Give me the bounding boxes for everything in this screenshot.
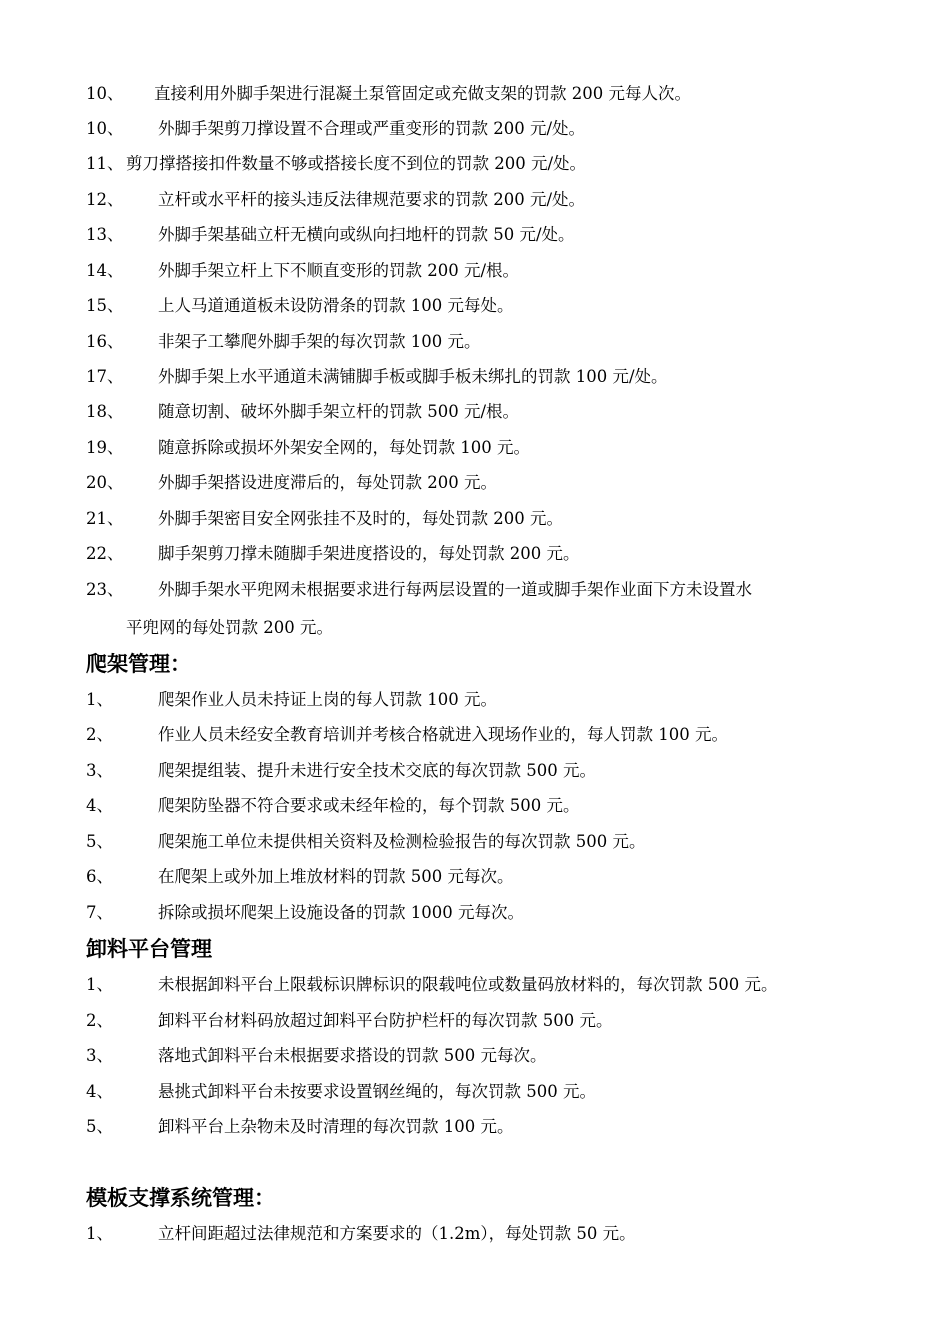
item-number: 4、 bbox=[86, 796, 113, 815]
item-text-continuation: 平兜网的每处罚款 200 元。 bbox=[126, 618, 333, 637]
item-text: 爬架提组装、提升未进行安全技术交底的每次罚款 500 元。 bbox=[158, 761, 596, 780]
item-number: 22、 bbox=[86, 544, 124, 563]
item-text: 立杆间距超过法律规范和方案要求的（1.2m），每处罚款 50 元。 bbox=[158, 1224, 636, 1243]
item-number: 5、 bbox=[86, 832, 113, 851]
section-heading-unloading: 卸料平台管理 bbox=[86, 937, 212, 961]
item-text: 外脚手架上水平通道未满铺脚手板或脚手板未绑扎的罚款 100 元/处。 bbox=[158, 367, 668, 386]
item-text: 上人马道通道板未设防滑条的罚款 100 元每处。 bbox=[158, 296, 514, 315]
item-text: 拆除或损坏爬架上设施设备的罚款 1000 元每次。 bbox=[158, 903, 524, 922]
item-number: 11、 bbox=[86, 154, 124, 173]
item-number: 12、 bbox=[86, 190, 124, 209]
item-text: 卸料平台上杂物未及时清理的每次罚款 100 元。 bbox=[158, 1117, 514, 1136]
item-text: 爬架作业人员未持证上岗的每人罚款 100 元。 bbox=[158, 690, 497, 709]
item-text: 悬挑式卸料平台未按要求设置钢丝绳的，每次罚款 500 元。 bbox=[158, 1082, 596, 1101]
item-text: 剪刀撑搭接扣件数量不够或搭接长度不到位的罚款 200 元/处。 bbox=[126, 154, 587, 173]
item-number: 13、 bbox=[86, 225, 124, 244]
item-number: 16、 bbox=[86, 332, 124, 351]
item-number: 3、 bbox=[86, 761, 113, 780]
item-text: 随意拆除或损坏外架安全网的，每处罚款 100 元。 bbox=[158, 438, 530, 457]
item-text: 外脚手架水平兜网未根据要求进行每两层设置的一道或脚手架作业面下方未设置水 bbox=[158, 580, 752, 599]
item-text: 作业人员未经安全教育培训并考核合格就进入现场作业的，每人罚款 100 元。 bbox=[158, 725, 728, 744]
item-text: 在爬架上或外加上堆放材料的罚款 500 元每次。 bbox=[158, 867, 514, 886]
item-text: 外脚手架密目安全网张挂不及时的，每处罚款 200 元。 bbox=[158, 509, 563, 528]
item-text: 立杆或水平杆的接头违反法律规范要求的罚款 200 元/处。 bbox=[158, 190, 586, 209]
item-number: 7、 bbox=[86, 903, 113, 922]
item-number: 5、 bbox=[86, 1117, 113, 1136]
item-text: 脚手架剪刀撑未随脚手架进度搭设的，每处罚款 200 元。 bbox=[158, 544, 580, 563]
item-number: 10、 bbox=[86, 84, 124, 103]
item-text: 直接利用外脚手架进行混凝土泵管固定或充做支架的罚款 200 元每人次。 bbox=[154, 84, 691, 103]
item-text: 爬架防坠器不符合要求或未经年检的，每个罚款 500 元。 bbox=[158, 796, 580, 815]
item-text: 爬架施工单位未提供相关资料及检测检验报告的每次罚款 500 元。 bbox=[158, 832, 646, 851]
item-number: 21、 bbox=[86, 509, 124, 528]
item-number: 17、 bbox=[86, 367, 124, 386]
item-text: 非架子工攀爬外脚手架的每次罚款 100 元。 bbox=[158, 332, 481, 351]
item-number: 1、 bbox=[86, 690, 113, 709]
item-number: 4、 bbox=[86, 1082, 113, 1101]
item-number: 15、 bbox=[86, 296, 124, 315]
item-number: 1、 bbox=[86, 975, 113, 994]
section-heading-climbing: 爬架管理： bbox=[86, 652, 191, 676]
item-number: 3、 bbox=[86, 1046, 113, 1065]
item-number: 2、 bbox=[86, 725, 113, 744]
item-number: 18、 bbox=[86, 402, 124, 421]
item-number: 20、 bbox=[86, 473, 124, 492]
item-text: 卸料平台材料码放超过卸料平台防护栏杆的每次罚款 500 元。 bbox=[158, 1011, 613, 1030]
item-text: 外脚手架搭设进度滞后的，每处罚款 200 元。 bbox=[158, 473, 497, 492]
item-number: 14、 bbox=[86, 261, 124, 280]
item-text: 未根据卸料平台上限载标识牌标识的限载吨位或数量码放材料的，每次罚款 500 元。 bbox=[158, 975, 778, 994]
item-text: 随意切割、破坏外脚手架立杆的罚款 500 元/根。 bbox=[158, 402, 520, 421]
item-number: 19、 bbox=[86, 438, 124, 457]
item-number: 10、 bbox=[86, 119, 124, 138]
item-text: 外脚手架立杆上下不顺直变形的罚款 200 元/根。 bbox=[158, 261, 520, 280]
item-text: 外脚手架剪刀撑设置不合理或严重变形的罚款 200 元/处。 bbox=[158, 119, 586, 138]
item-number: 23、 bbox=[86, 580, 124, 599]
item-text: 落地式卸料平台未根据要求搭设的罚款 500 元每次。 bbox=[158, 1046, 547, 1065]
item-number: 6、 bbox=[86, 867, 113, 886]
item-text: 外脚手架基础立杆无横向或纵向扫地杆的罚款 50 元/处。 bbox=[158, 225, 575, 244]
item-number: 2、 bbox=[86, 1011, 113, 1030]
item-number: 1、 bbox=[86, 1224, 113, 1243]
section-heading-formwork: 模板支撑系统管理： bbox=[86, 1186, 275, 1210]
